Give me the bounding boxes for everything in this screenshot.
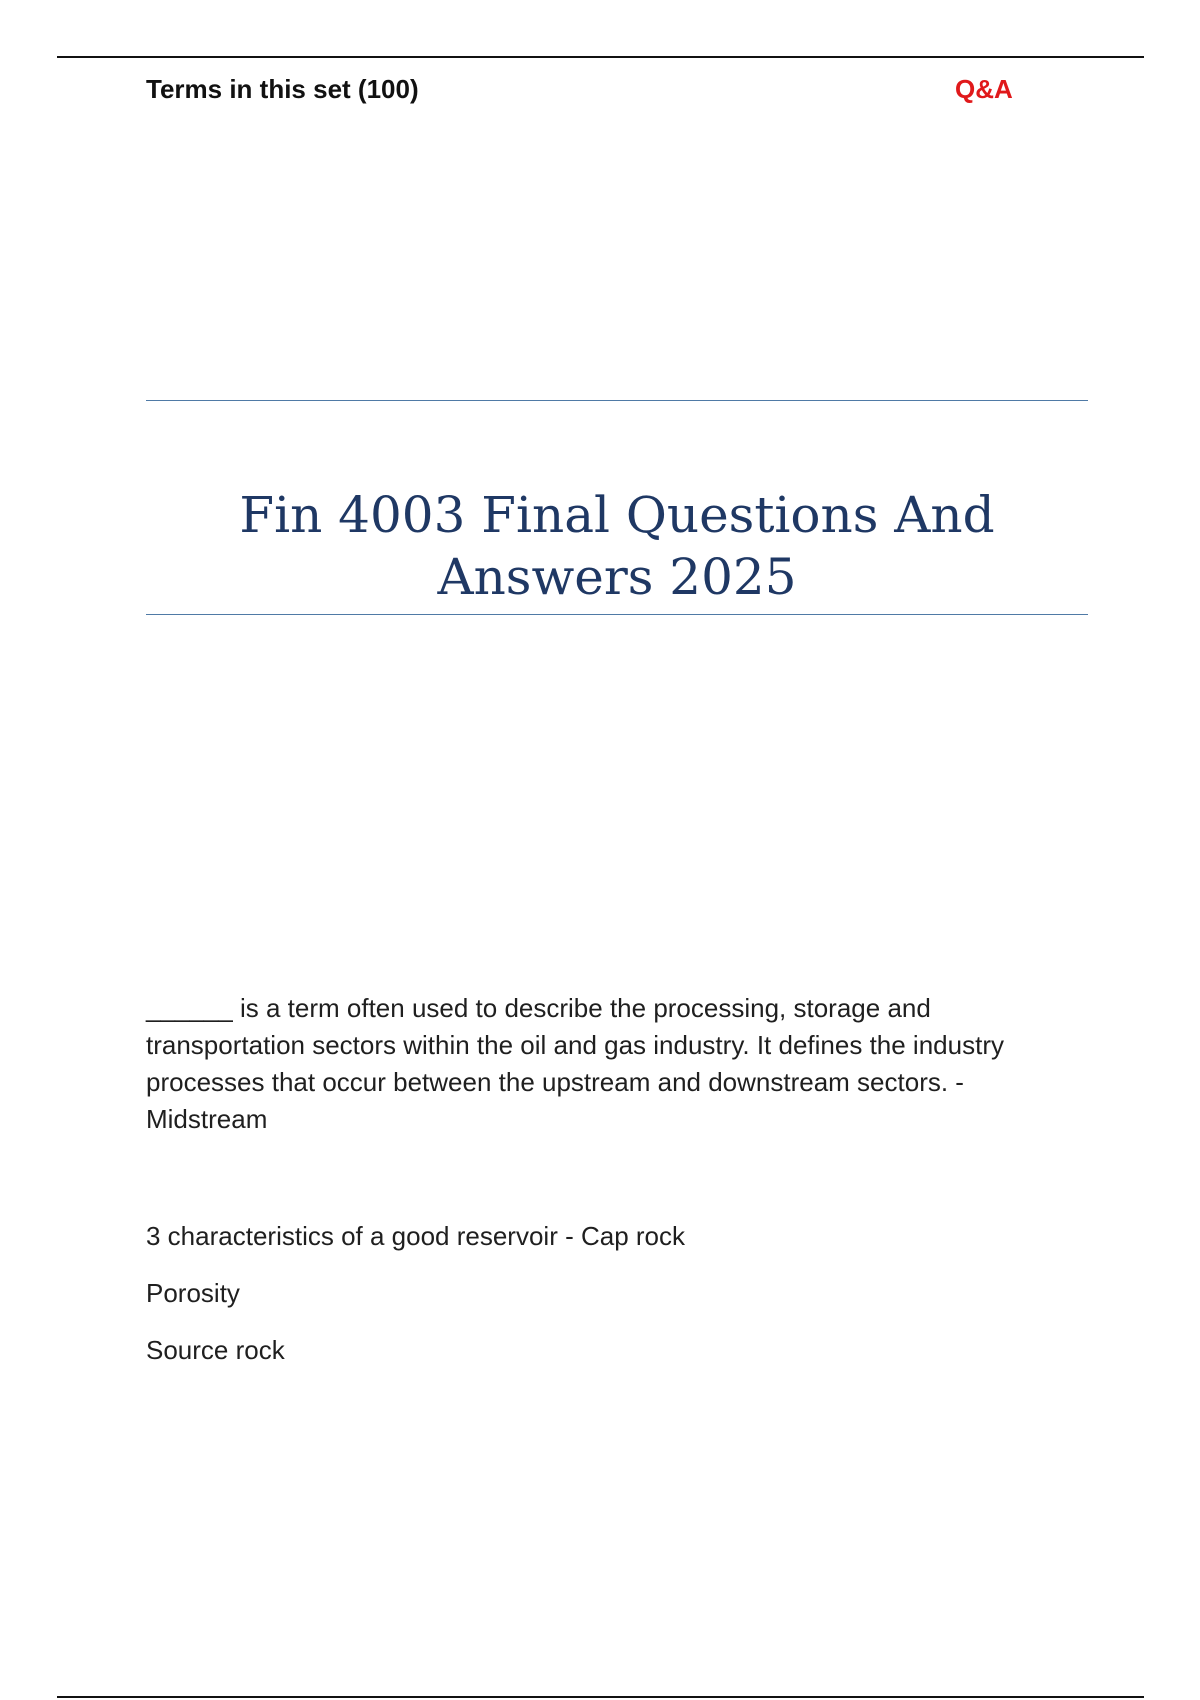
terms-count-label: Terms in this set (100) — [146, 74, 419, 104]
bottom-rule — [57, 1696, 1144, 1698]
qa-card — [146, 1218, 1088, 1389]
qa-card-text: ______ is a term often used to describe the processing, storage and transportation sectors within the oil and gas industry. It defines the industry processes that occur between the upstream and downstream sectors. - Midstream — [146, 993, 1004, 1134]
qa-card-text: Porosity — [146, 1278, 240, 1308]
document-title: Fin 4003 Final Questions And Answers 2025 — [239, 486, 995, 606]
qa-card-text: 3 characteristics of a good reservoir - Cap rock — [146, 1221, 685, 1251]
top-rule — [57, 56, 1144, 58]
qa-card — [146, 990, 1088, 1138]
title-upper-rule — [146, 400, 1088, 401]
qa-label: Q&A — [955, 74, 1013, 104]
qa-card-text: Source rock — [146, 1335, 285, 1365]
title-lower-rule — [146, 614, 1088, 615]
